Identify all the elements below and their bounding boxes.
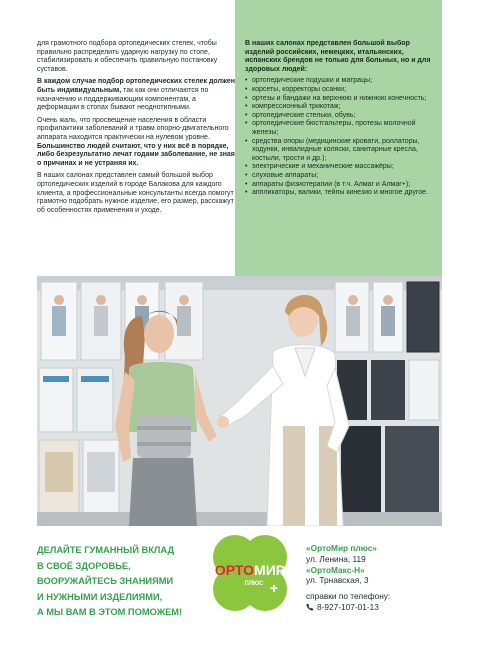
- product-list-item: • корсеты, корректоры осанки;: [245, 86, 435, 95]
- slogan-line: ВООРУЖАЙТЕСЬ ЗНАНИЯМИ: [37, 576, 174, 587]
- contacts-block: [306, 543, 442, 613]
- paragraph-3-emphasis: Большинство людей считают, что у них всё в порядке, либо безрезультатно лечат годами заболевание, не зная о причинах и не устраняя их.: [37, 142, 235, 167]
- logo-plus-sign: +: [269, 580, 279, 596]
- logo-word-part2: МИР: [254, 562, 286, 578]
- paragraph-2-text: так как они отличаются по назначению и поддерживающим компонентам, а деформации в стопах бывают неоднотипными.: [37, 86, 209, 112]
- slogan-line: А МЫ ВАМ В ЭТОМ ПОМОЖЕМ!: [37, 607, 183, 618]
- store-photo-illustration: [37, 276, 442, 526]
- article-text-column: [37, 40, 235, 219]
- product-list-item: • аппараты физиотерапии (в т.ч. Алмаг и Алмаг+);: [245, 181, 435, 190]
- slogan: [37, 543, 207, 621]
- product-list-item: • ортопедические подушки и матрацы;: [245, 77, 435, 86]
- phone-number[interactable]: 8-927-107-01-13: [317, 601, 379, 612]
- article-paragraph-3: [37, 117, 235, 169]
- paragraph-3-text: Очень жаль, что просвещение населения в области профилактики заболеваний и травм опорно-двигательного аппарата находится практически на нулевом уровне.: [37, 116, 229, 141]
- store-1-address: ул. Ленина, 119: [306, 553, 366, 564]
- product-list-intro: В наших салонах представлен большой выбор изделий российских, немецких, итальянских, испанских брендов не только для больных, но и для здоровых людей:: [245, 40, 431, 73]
- phone-icon: [306, 603, 314, 611]
- slogan-line: В СВОЁ ЗДОРОВЬЕ,: [37, 560, 131, 571]
- paragraph-2-emphasis: В каждом случае подбор ортопедических стелек должен быть индивидуальным,: [37, 78, 235, 94]
- slogan-line: И НУЖНЫМИ ИЗДЕЛИЯМИ,: [37, 591, 163, 602]
- store-photo: [37, 276, 442, 526]
- product-list-item: • ортезы и бандажи на верхнюю и нижнюю конечность;: [245, 95, 435, 104]
- logo-subtitle: ПЛЮС: [244, 581, 264, 587]
- logo-word-part1: ОРТО: [214, 562, 255, 578]
- slogan-line: ДЕЛАЙТЕ ГУМАННЫЙ ВКЛАД: [37, 545, 175, 555]
- product-list: [245, 77, 435, 197]
- article-paragraph-4: В наших салонах представлен самый большой выбор ортопедических изделий в городе Балакова для каждого клиента, а профессиональные консультанты всегда помогут грамотно подобрать нужное изделие, его размер, расскажут об особенностях применения и уходе.: [37, 172, 234, 214]
- ortomir-logo: [202, 533, 298, 615]
- product-list-item: • слуховые аппараты;: [245, 172, 435, 181]
- product-list-item: • средства опоры (медицинские кровати, роллаторы, ходунки, инвалидные коляски, санитарные кресла, костыли, трости и др.);: [245, 138, 435, 164]
- store-2-address: ул. Трнавская, 3: [306, 575, 369, 586]
- article-paragraph-2: [37, 78, 235, 112]
- product-list-item: • ортопедические бюстгальтеры, протезы молочной железы;: [245, 120, 435, 137]
- phone-row: [306, 602, 442, 613]
- product-list-item: • компрессионный трикотаж;: [245, 103, 435, 112]
- product-list-item: • ортопедические стельки, обувь;: [245, 112, 435, 121]
- store-1-name: «ОртоМир плюс»: [306, 543, 377, 553]
- store-2-name: «ОртоМакс-Н»: [306, 564, 365, 575]
- article-paragraph-1: для грамотного подбора ортопедических стелек, чтобы правильно распределить ударную нагрузку по стопе, стабилизировать и обеспечить правильную постановку суставов.: [37, 40, 218, 73]
- logo-wordmark: [215, 562, 285, 578]
- shelf-boxes-right: [335, 282, 439, 522]
- product-list-item: • аппликаторы, валики, тейпы кинезио и многое другое.: [245, 189, 435, 198]
- phone-label: справки по телефону:: [306, 591, 391, 602]
- product-list-item: • электрические и механические массажёры;: [245, 163, 435, 172]
- product-list-block: [245, 40, 435, 198]
